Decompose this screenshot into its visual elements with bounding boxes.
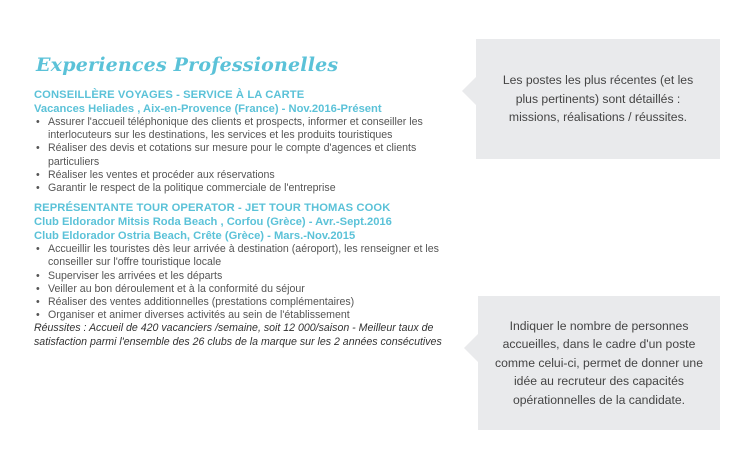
job-employer-location: Vacances Heliades , Aix-en-Provence (France) - Nov.2016-Présent: [34, 103, 382, 115]
job-task: • Organiser et animer diverses activités au sein de l'établissement: [34, 309, 454, 322]
annotation-callout-guest-count: [478, 296, 720, 430]
job-task: • Accueillir les touristes dès leur arrivée à destination (aéroport), les renseigner et les conseiller sur l'offre touristique locale: [34, 243, 454, 269]
job-title: CONSEILLÈRE VOYAGES - SERVICE À LA CARTE: [34, 89, 305, 101]
job-task: • Superviser les arrivées et les départs: [34, 270, 454, 283]
job-task-list: [34, 116, 454, 195]
job-task: • Réaliser les ventes et procéder aux réservations: [34, 169, 454, 182]
job-task: • Réaliser des devis et cotations sur mesure pour le compte d'agences et clients particuliers: [34, 142, 454, 168]
cv-excerpt: [34, 54, 454, 355]
job-entry-2: [34, 201, 454, 349]
annotation-text: Les postes les plus récentes (et les plus pertinents) sont détaillés : missions, réalisations / réussites.: [502, 73, 694, 125]
job-success-statement: Réussites : Accueil de 420 vacanciers /semaine, soit 12 000/saison - Meilleur taux de satisfaction parmi l'ensemble des 26 clubs de la marque sur les 2 années consécutives: [34, 322, 442, 348]
job-entry-1: [34, 88, 454, 195]
job-task: • Réaliser des ventes additionnelles (prestations complémentaires): [34, 296, 454, 309]
job-task-list: [34, 243, 454, 322]
job-task: • Assurer l'accueil téléphonique des clients et prospects, informer et conseiller les interlocuteurs sur les destinations, les services et les produits touristiques: [34, 116, 454, 142]
job-task: • Veiller au bon déroulement et à la conformité du séjour: [34, 283, 454, 296]
annotation-text: Indiquer le nombre de personnes accueilles, dans le cadre d'un poste comme celui-ci, permet de donner une idée au recruteur des capacités opérationnelles de la candidate.: [495, 318, 703, 407]
job-task: • Garantir le respect de la politique commerciale de l'entreprise: [34, 182, 454, 195]
section-title: Experiences Professionelles: [36, 54, 339, 76]
job-title: REPRÉSENTANTE TOUR OPERATOR - JET TOUR THOMAS COOK: [34, 202, 391, 215]
job-employer-location: Club Eldorador Ostria Beach, Crête (Grèce) - Mars.-Nov.2015: [34, 230, 356, 243]
annotation-callout-recent-jobs: [476, 39, 720, 159]
job-employer-location: Club Eldorador Mitsis Roda Beach , Corfou (Grèce) - Avr.-Sept.2016: [34, 216, 392, 229]
